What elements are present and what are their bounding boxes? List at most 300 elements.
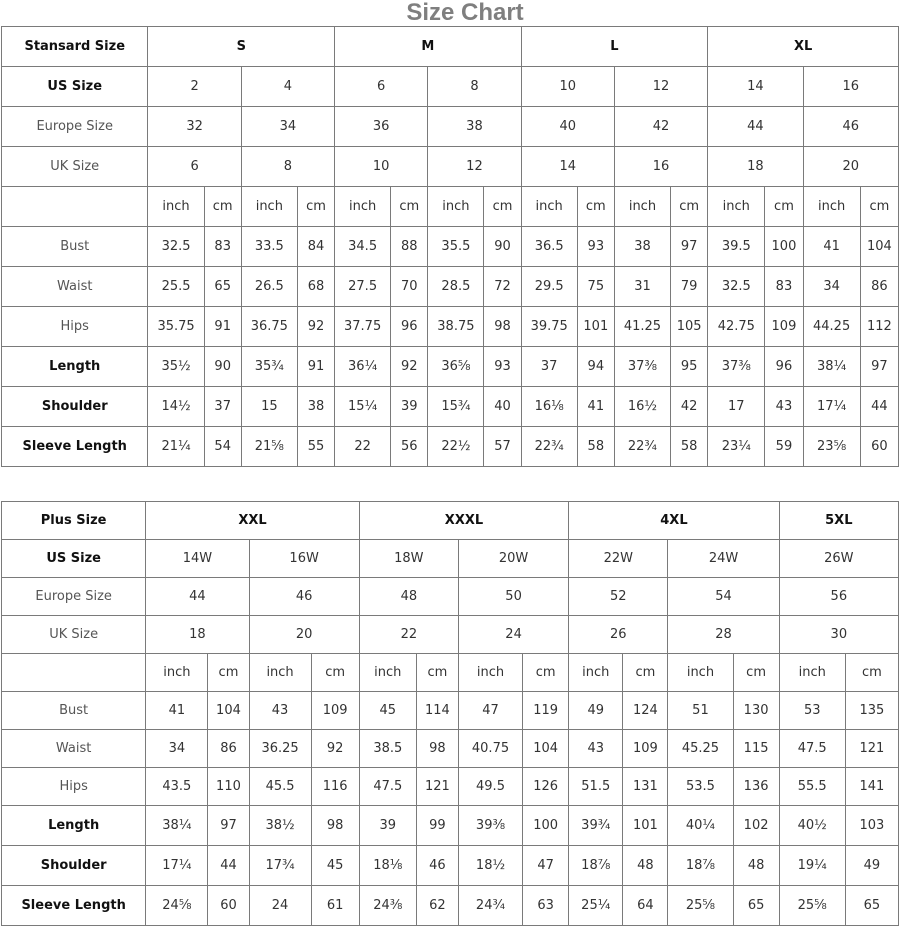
size-value-cell: 24: [458, 616, 568, 654]
inch-value-cell: 38.5: [359, 730, 416, 768]
row-label: Hips: [2, 768, 146, 806]
unit-inch-label: inch: [708, 187, 765, 227]
size-value-cell: 14W: [146, 540, 249, 578]
measurement-row: [2, 768, 899, 806]
inch-value-cell: 41: [146, 692, 208, 730]
cm-value-cell: 93: [577, 227, 614, 267]
cm-value-cell: 95: [671, 347, 708, 387]
cm-value-cell: 64: [623, 886, 668, 926]
size-type-label: Plus Size: [2, 502, 146, 540]
unit-inch-label: inch: [146, 654, 208, 692]
measurement-row: [2, 227, 899, 267]
inch-value-cell: 55.5: [779, 768, 845, 806]
cm-value-cell: 99: [416, 806, 458, 846]
row-label: Shoulder: [2, 387, 148, 427]
unit-cm-label: cm: [577, 187, 614, 227]
size-value-cell: 20: [249, 616, 359, 654]
cm-value-cell: 119: [523, 692, 569, 730]
cm-value-cell: 114: [416, 692, 458, 730]
cm-value-cell: 46: [416, 846, 458, 886]
inch-value-cell: 40.75: [458, 730, 522, 768]
unit-row: [2, 654, 899, 692]
unit-cm-label: cm: [297, 187, 334, 227]
size-value-cell: 26: [569, 616, 668, 654]
inch-value-cell: 14½: [148, 387, 204, 427]
row-label: Hips: [2, 307, 148, 347]
size-type-label: Stansard Size: [2, 27, 148, 67]
size-value-cell: 40: [521, 107, 614, 147]
inch-value-cell: 47.5: [359, 768, 416, 806]
unit-cm-label: cm: [391, 187, 428, 227]
size-value-cell: 22W: [569, 540, 668, 578]
inch-value-cell: 25⅝: [779, 886, 845, 926]
inch-value-cell: 51.5: [569, 768, 623, 806]
measurement-row: [2, 267, 899, 307]
inch-value-cell: 24: [249, 886, 311, 926]
cm-value-cell: 58: [671, 427, 708, 467]
inch-value-cell: 36¼: [335, 347, 391, 387]
unit-inch-label: inch: [779, 654, 845, 692]
cm-value-cell: 109: [765, 307, 803, 347]
row-label: UK Size: [2, 616, 146, 654]
inch-value-cell: 36.5: [521, 227, 577, 267]
cm-value-cell: 39: [391, 387, 428, 427]
measurement-row: [2, 806, 899, 846]
cm-value-cell: 70: [391, 267, 428, 307]
unit-inch-label: inch: [249, 654, 311, 692]
size-group-header-row: [2, 502, 899, 540]
inch-value-cell: 39.75: [521, 307, 577, 347]
unit-cm-label: cm: [671, 187, 708, 227]
inch-value-cell: 43: [249, 692, 311, 730]
cm-value-cell: 47: [523, 846, 569, 886]
size-value-cell: 20W: [458, 540, 568, 578]
inch-value-cell: 27.5: [335, 267, 391, 307]
cm-value-cell: 79: [671, 267, 708, 307]
cm-value-cell: 42: [671, 387, 708, 427]
cm-value-cell: 97: [860, 347, 898, 387]
unit-cm-label: cm: [765, 187, 803, 227]
inch-value-cell: 37⅜: [614, 347, 670, 387]
cm-value-cell: 131: [623, 768, 668, 806]
unit-cm-label: cm: [623, 654, 668, 692]
size-value-cell: 42: [614, 107, 707, 147]
inch-value-cell: 37.75: [335, 307, 391, 347]
inch-value-cell: 17¼: [803, 387, 860, 427]
unit-inch-label: inch: [668, 654, 733, 692]
unit-inch-label: inch: [148, 187, 204, 227]
inch-value-cell: 25⅝: [668, 886, 733, 926]
size-value-cell: 20: [803, 147, 898, 187]
size-value-cell: 54: [668, 578, 779, 616]
cm-value-cell: 104: [523, 730, 569, 768]
cm-value-cell: 72: [484, 267, 521, 307]
cm-value-cell: 104: [208, 692, 249, 730]
cm-value-cell: 41: [577, 387, 614, 427]
cm-value-cell: 92: [391, 347, 428, 387]
unit-inch-label: inch: [241, 187, 297, 227]
row-label: Sleeve Length: [2, 427, 148, 467]
cm-value-cell: 48: [733, 846, 779, 886]
size-value-cell: 16: [614, 147, 707, 187]
unit-inch-label: inch: [521, 187, 577, 227]
inch-value-cell: 32.5: [708, 267, 765, 307]
cm-value-cell: 98: [484, 307, 521, 347]
cm-value-cell: 105: [671, 307, 708, 347]
size-value-cell: 46: [803, 107, 898, 147]
size-value-cell: 6: [148, 147, 241, 187]
inch-value-cell: 42.75: [708, 307, 765, 347]
inch-value-cell: 36.25: [249, 730, 311, 768]
inch-value-cell: 41.25: [614, 307, 670, 347]
inch-value-cell: 21¼: [148, 427, 204, 467]
inch-value-cell: 17¼: [146, 846, 208, 886]
cm-value-cell: 115: [733, 730, 779, 768]
inch-value-cell: 22½: [428, 427, 484, 467]
cm-value-cell: 130: [733, 692, 779, 730]
cm-value-cell: 86: [208, 730, 249, 768]
cm-value-cell: 86: [860, 267, 898, 307]
cm-value-cell: 38: [297, 387, 334, 427]
row-label: US Size: [2, 540, 146, 578]
size-value-cell: 30: [779, 616, 898, 654]
cm-value-cell: 135: [845, 692, 898, 730]
cm-value-cell: 116: [311, 768, 359, 806]
size-value-cell: 6: [335, 67, 428, 107]
inch-value-cell: 38½: [249, 806, 311, 846]
cm-value-cell: 55: [297, 427, 334, 467]
inch-value-cell: 37⅜: [708, 347, 765, 387]
cm-value-cell: 141: [845, 768, 898, 806]
unit-cm-label: cm: [845, 654, 898, 692]
cm-value-cell: 60: [860, 427, 898, 467]
inch-value-cell: 43: [569, 730, 623, 768]
inch-value-cell: 47.5: [779, 730, 845, 768]
cm-value-cell: 136: [733, 768, 779, 806]
cm-value-cell: 60: [208, 886, 249, 926]
cm-value-cell: 62: [416, 886, 458, 926]
cm-value-cell: 90: [204, 347, 241, 387]
unit-cm-label: cm: [204, 187, 241, 227]
unit-cm-label: cm: [416, 654, 458, 692]
unit-inch-label: inch: [614, 187, 670, 227]
inch-value-cell: 38.75: [428, 307, 484, 347]
size-value-cell: 32: [148, 107, 241, 147]
inch-value-cell: 37: [521, 347, 577, 387]
inch-value-cell: 34: [146, 730, 208, 768]
size-value-cell: 8: [428, 67, 521, 107]
size-value-cell: 12: [428, 147, 521, 187]
cm-value-cell: 40: [484, 387, 521, 427]
inch-value-cell: 38¼: [803, 347, 860, 387]
inch-value-cell: 17¾: [249, 846, 311, 886]
inch-value-cell: 23⅝: [803, 427, 860, 467]
cm-value-cell: 97: [208, 806, 249, 846]
plus-size-table: [1, 501, 899, 926]
row-label: US Size: [2, 67, 148, 107]
inch-value-cell: 47: [458, 692, 522, 730]
measurement-row: [2, 427, 899, 467]
inch-value-cell: 18⅞: [569, 846, 623, 886]
cm-value-cell: 109: [311, 692, 359, 730]
unit-inch-label: inch: [458, 654, 522, 692]
inch-value-cell: 45: [359, 692, 416, 730]
size-value-cell: 10: [335, 147, 428, 187]
inch-value-cell: 34.5: [335, 227, 391, 267]
inch-value-cell: 25¼: [569, 886, 623, 926]
inch-value-cell: 22¾: [521, 427, 577, 467]
inch-value-cell: 36.75: [241, 307, 297, 347]
page-title: Size Chart: [406, 0, 524, 26]
size-value-cell: 44: [146, 578, 249, 616]
cm-value-cell: 63: [523, 886, 569, 926]
inch-value-cell: 41: [803, 227, 860, 267]
cm-value-cell: 75: [577, 267, 614, 307]
size-group-label: XXL: [146, 502, 359, 540]
size-group-label: XXXL: [359, 502, 568, 540]
cm-value-cell: 126: [523, 768, 569, 806]
cm-value-cell: 92: [311, 730, 359, 768]
cm-value-cell: 124: [623, 692, 668, 730]
inch-value-cell: 19¼: [779, 846, 845, 886]
unit-cm-label: cm: [208, 654, 249, 692]
inch-value-cell: 45.25: [668, 730, 733, 768]
empty-cell: [2, 187, 148, 227]
unit-inch-label: inch: [569, 654, 623, 692]
inch-value-cell: 15¼: [335, 387, 391, 427]
size-value-cell: 4: [241, 67, 334, 107]
cm-value-cell: 96: [765, 347, 803, 387]
row-label: Length: [2, 347, 148, 387]
cm-value-cell: 65: [733, 886, 779, 926]
inch-value-cell: 35.5: [428, 227, 484, 267]
cm-value-cell: 101: [577, 307, 614, 347]
size-value-cell: 28: [668, 616, 779, 654]
inch-value-cell: 22¾: [614, 427, 670, 467]
inch-value-cell: 40½: [779, 806, 845, 846]
cm-value-cell: 93: [484, 347, 521, 387]
size-value-cell: 16: [803, 67, 898, 107]
unit-cm-label: cm: [860, 187, 898, 227]
inch-value-cell: 17: [708, 387, 765, 427]
size-value-cell: 48: [359, 578, 458, 616]
unit-cm-label: cm: [523, 654, 569, 692]
size-value-cell: 12: [614, 67, 707, 107]
size-value-cell: 26W: [779, 540, 898, 578]
size-value-cell: 18: [708, 147, 803, 187]
cm-value-cell: 45: [311, 846, 359, 886]
measurement-row: [2, 387, 899, 427]
inch-value-cell: 25.5: [148, 267, 204, 307]
cm-value-cell: 109: [623, 730, 668, 768]
size-value-cell: 16W: [249, 540, 359, 578]
cm-value-cell: 43: [765, 387, 803, 427]
size-value-cell: 8: [241, 147, 334, 187]
row-label: Waist: [2, 267, 148, 307]
unit-inch-label: inch: [803, 187, 860, 227]
unit-inch-label: inch: [335, 187, 391, 227]
cm-value-cell: 83: [204, 227, 241, 267]
cm-value-cell: 88: [391, 227, 428, 267]
size-value-cell: 2: [148, 67, 241, 107]
cm-value-cell: 112: [860, 307, 898, 347]
measurement-row: [2, 307, 899, 347]
row-label: Europe Size: [2, 578, 146, 616]
measurement-row: [2, 846, 899, 886]
size-row: [2, 107, 899, 147]
cm-value-cell: 91: [204, 307, 241, 347]
inch-value-cell: 29.5: [521, 267, 577, 307]
inch-value-cell: 28.5: [428, 267, 484, 307]
cm-value-cell: 54: [204, 427, 241, 467]
cm-value-cell: 90: [484, 227, 521, 267]
cm-value-cell: 100: [523, 806, 569, 846]
size-group-label: 5XL: [779, 502, 898, 540]
cm-value-cell: 94: [577, 347, 614, 387]
cm-value-cell: 44: [208, 846, 249, 886]
size-value-cell: 34: [241, 107, 334, 147]
cm-value-cell: 61: [311, 886, 359, 926]
inch-value-cell: 38¼: [146, 806, 208, 846]
inch-value-cell: 45.5: [249, 768, 311, 806]
inch-value-cell: 15: [241, 387, 297, 427]
row-label: Europe Size: [2, 107, 148, 147]
size-value-cell: 18: [146, 616, 249, 654]
cm-value-cell: 44: [860, 387, 898, 427]
cm-value-cell: 92: [297, 307, 334, 347]
standard-size-table: [1, 26, 899, 467]
inch-value-cell: 49: [569, 692, 623, 730]
size-row: [2, 147, 899, 187]
cm-value-cell: 48: [623, 846, 668, 886]
row-label: Shoulder: [2, 846, 146, 886]
inch-value-cell: 39: [359, 806, 416, 846]
size-group-header-row: [2, 27, 899, 67]
inch-value-cell: 24⅝: [146, 886, 208, 926]
cm-value-cell: 56: [391, 427, 428, 467]
unit-inch-label: inch: [359, 654, 416, 692]
inch-value-cell: 40¼: [668, 806, 733, 846]
row-label: Sleeve Length: [2, 886, 146, 926]
inch-value-cell: 36⅝: [428, 347, 484, 387]
unit-cm-label: cm: [484, 187, 521, 227]
cm-value-cell: 103: [845, 806, 898, 846]
cm-value-cell: 37: [204, 387, 241, 427]
inch-value-cell: 39.5: [708, 227, 765, 267]
inch-value-cell: 21⅝: [241, 427, 297, 467]
cm-value-cell: 49: [845, 846, 898, 886]
inch-value-cell: 18⅞: [668, 846, 733, 886]
unit-cm-label: cm: [733, 654, 779, 692]
inch-value-cell: 38: [614, 227, 670, 267]
inch-value-cell: 22: [335, 427, 391, 467]
size-value-cell: 46: [249, 578, 359, 616]
size-value-cell: 14: [521, 147, 614, 187]
cm-value-cell: 121: [416, 768, 458, 806]
cm-value-cell: 59: [765, 427, 803, 467]
inch-value-cell: 23¼: [708, 427, 765, 467]
row-label: Bust: [2, 692, 146, 730]
cm-value-cell: 97: [671, 227, 708, 267]
inch-value-cell: 35.75: [148, 307, 204, 347]
size-row: [2, 616, 899, 654]
inch-value-cell: 16½: [614, 387, 670, 427]
cm-value-cell: 65: [204, 267, 241, 307]
size-group-label: M: [335, 27, 522, 67]
size-value-cell: 36: [335, 107, 428, 147]
inch-value-cell: 34: [803, 267, 860, 307]
inch-value-cell: 18½: [458, 846, 522, 886]
cm-value-cell: 98: [416, 730, 458, 768]
measurement-row: [2, 692, 899, 730]
inch-value-cell: 53: [779, 692, 845, 730]
inch-value-cell: 35¾: [241, 347, 297, 387]
measurement-row: [2, 886, 899, 926]
unit-cm-label: cm: [311, 654, 359, 692]
cm-value-cell: 68: [297, 267, 334, 307]
cm-value-cell: 104: [860, 227, 898, 267]
size-row: [2, 540, 899, 578]
inch-value-cell: 49.5: [458, 768, 522, 806]
row-label: Waist: [2, 730, 146, 768]
inch-value-cell: 15¾: [428, 387, 484, 427]
row-label: UK Size: [2, 147, 148, 187]
inch-value-cell: 32.5: [148, 227, 204, 267]
size-value-cell: 10: [521, 67, 614, 107]
inch-value-cell: 24⅜: [359, 886, 416, 926]
size-value-cell: 18W: [359, 540, 458, 578]
size-value-cell: 50: [458, 578, 568, 616]
size-row: [2, 578, 899, 616]
inch-value-cell: 31: [614, 267, 670, 307]
size-value-cell: 44: [708, 107, 803, 147]
unit-row: [2, 187, 899, 227]
cm-value-cell: 96: [391, 307, 428, 347]
size-value-cell: 56: [779, 578, 898, 616]
inch-value-cell: 16⅛: [521, 387, 577, 427]
cm-value-cell: 57: [484, 427, 521, 467]
cm-value-cell: 65: [845, 886, 898, 926]
inch-value-cell: 35½: [148, 347, 204, 387]
cm-value-cell: 101: [623, 806, 668, 846]
row-label: Length: [2, 806, 146, 846]
inch-value-cell: 26.5: [241, 267, 297, 307]
cm-value-cell: 102: [733, 806, 779, 846]
cm-value-cell: 91: [297, 347, 334, 387]
inch-value-cell: 18⅛: [359, 846, 416, 886]
inch-value-cell: 44.25: [803, 307, 860, 347]
cm-value-cell: 121: [845, 730, 898, 768]
row-label: Bust: [2, 227, 148, 267]
size-group-label: 4XL: [569, 502, 779, 540]
inch-value-cell: 24¾: [458, 886, 522, 926]
unit-inch-label: inch: [428, 187, 484, 227]
size-value-cell: 38: [428, 107, 521, 147]
inch-value-cell: 39⅜: [458, 806, 522, 846]
measurement-row: [2, 347, 899, 387]
cm-value-cell: 110: [208, 768, 249, 806]
size-value-cell: 22: [359, 616, 458, 654]
inch-value-cell: 51: [668, 692, 733, 730]
cm-value-cell: 83: [765, 267, 803, 307]
size-value-cell: 14: [708, 67, 803, 107]
size-group-label: XL: [708, 27, 899, 67]
cm-value-cell: 98: [311, 806, 359, 846]
size-group-label: S: [148, 27, 335, 67]
cm-value-cell: 100: [765, 227, 803, 267]
cm-value-cell: 58: [577, 427, 614, 467]
inch-value-cell: 39¾: [569, 806, 623, 846]
